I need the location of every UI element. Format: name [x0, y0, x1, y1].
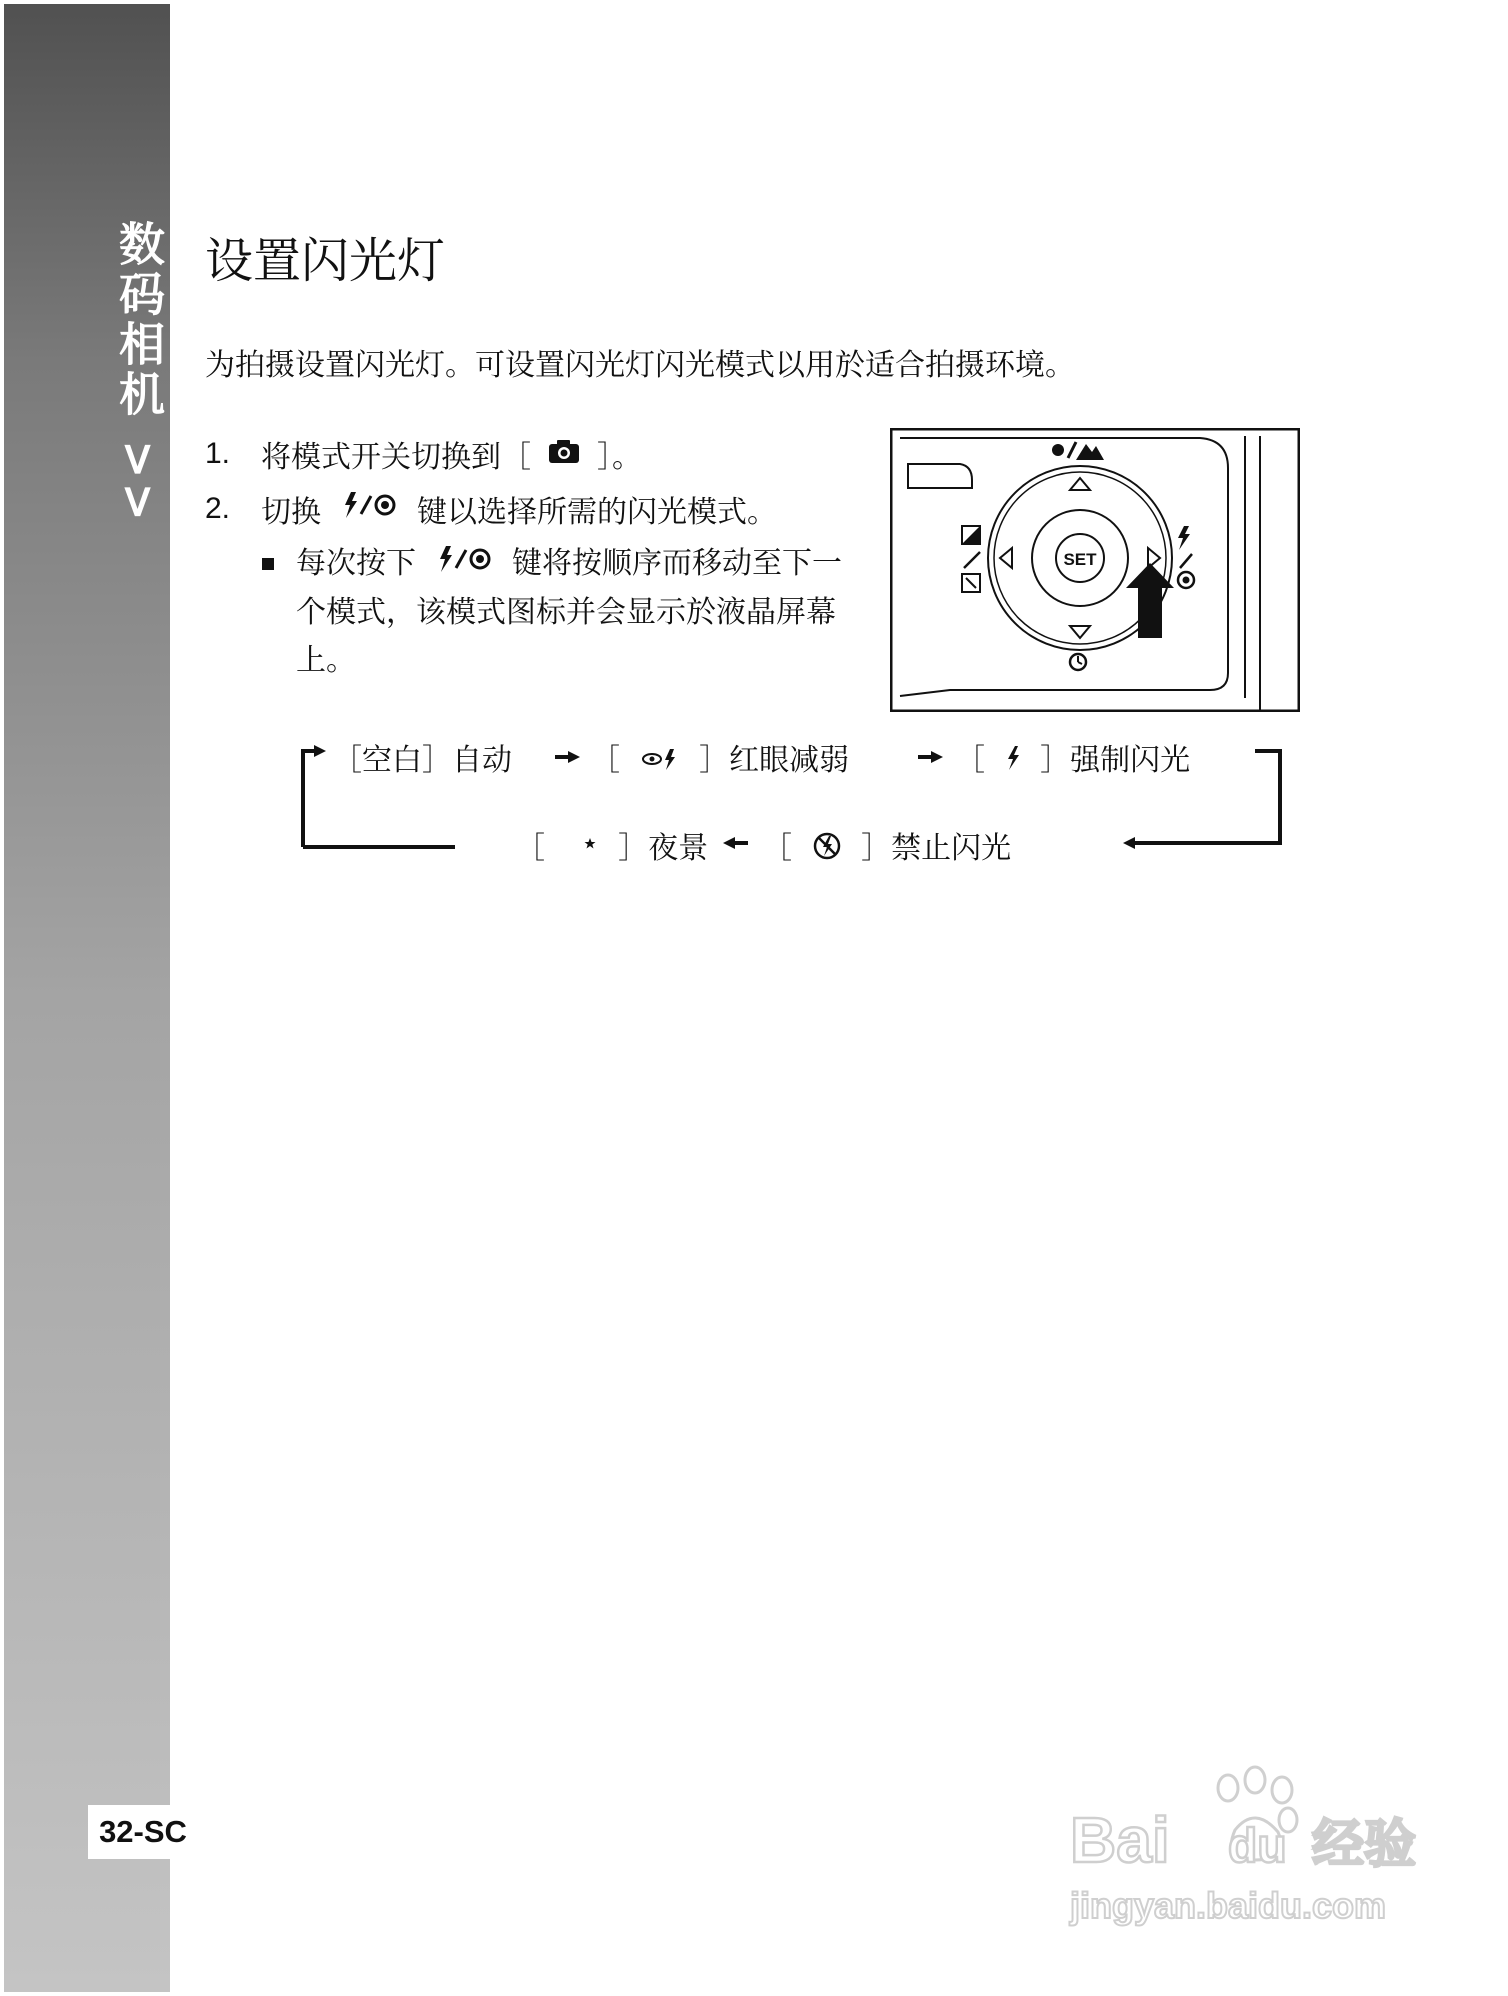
bracket: ［: [515, 831, 545, 866]
mode-label: ］禁止闪光: [861, 831, 1012, 866]
watermark-brand-du: du: [1228, 1820, 1287, 1873]
sub-text-end: 键将按顺序而移动至下一个模式，该模式图标并会显示於液晶屏幕上。: [296, 546, 842, 678]
mode-label: ］红眼减弱: [699, 743, 850, 778]
step-text: 将模式开关切换到［: [261, 440, 531, 475]
flash-mode-cycle: [290, 735, 1290, 865]
mode-label: ］强制闪光: [1040, 743, 1191, 778]
flash-redeye-icon: [339, 490, 399, 528]
bracket: ［: [762, 831, 792, 866]
baidu-watermark: [1050, 1760, 1430, 1940]
mode-label: ］夜景: [618, 831, 709, 866]
flash-redeye-icon: [434, 541, 494, 589]
sub-bullet-text: [296, 540, 866, 685]
mode-red-eye: [590, 735, 849, 779]
bracket: ［: [590, 743, 620, 778]
set-label: SET: [1063, 550, 1097, 569]
step-1: [205, 432, 642, 476]
bullet: [262, 558, 274, 570]
section-title: 数码相机 >>: [112, 220, 166, 526]
camera-icon: [547, 437, 581, 472]
mode-night: [515, 823, 708, 868]
step-text-end: ］。: [597, 440, 642, 475]
mode-forced-flash: [955, 735, 1190, 779]
step-number: 1.: [205, 437, 231, 470]
watermark-url: jingyan.baidu.com: [1070, 1885, 1387, 1926]
step-number: 2.: [205, 492, 231, 525]
mode-auto: ［空白］自动: [332, 743, 512, 778]
camera-control-diagram: [890, 428, 1300, 712]
watermark-brand-cn: 经验: [1312, 1815, 1417, 1875]
flash-off-icon: [812, 831, 842, 869]
bracket: ［: [955, 743, 985, 778]
step-text-end: 键以选择所需的闪光模式。: [417, 495, 777, 530]
flash-icon: [1003, 744, 1023, 779]
intro-text: 为拍摄设置闪光灯。可设置闪光灯闪光模式以用於适合拍摄环境。: [205, 348, 1075, 383]
page-title: 设置闪光灯: [205, 233, 446, 289]
mode-flash-off: [762, 823, 1011, 869]
step-2: [205, 487, 777, 531]
sub-text-start: 每次按下: [296, 546, 416, 581]
watermark-brand: Bai: [1070, 1804, 1170, 1876]
night-scene-icon: [565, 832, 599, 868]
red-eye-icon: [640, 744, 680, 779]
step-text: 切换: [261, 495, 321, 530]
page-number: 32-SC: [88, 1805, 198, 1859]
